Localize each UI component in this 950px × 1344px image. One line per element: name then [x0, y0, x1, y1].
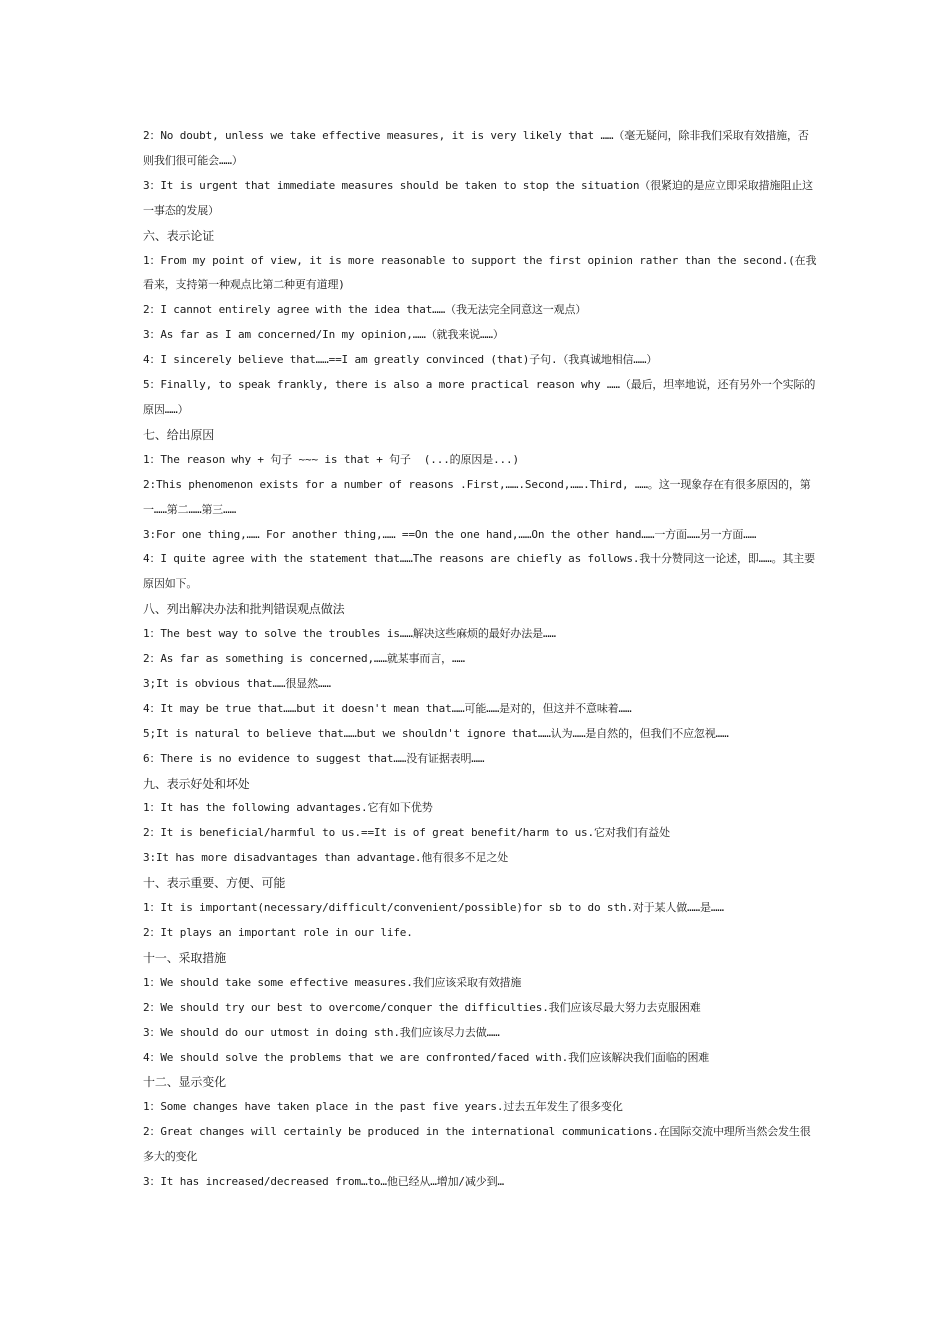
list-item: 2：No doubt, unless we take effective measures, it is very likely that ……（毫无疑问，除非我们采取有效措施，否则我们很可能会……） [143, 129, 809, 167]
list-item: 2：We should try our best to overcome/conquer the difficulties.我们应该尽最大努力去克服困难 [143, 1000, 701, 1014]
list-item: 4：I quite agree with the statement that……The reasons are chiefly as follows.我十分赞同这一论述，即……。其主要原因如下。 [143, 552, 815, 591]
list-item: 2:This phenomenon exists for a number of reasons .First,…….Second,…….Third, ……。这一现象存在有很多原因的，第一……第二……第三…… [143, 477, 811, 516]
list-item: 2：It is beneficial/harmful to us.==It is of great benefit/harm to us.它对我们有益处 [143, 826, 670, 840]
section-heading: 九、表示好处和坏处 [143, 776, 250, 791]
list-item: 1：It has the following advantages.它有如下优势 [143, 801, 433, 815]
list-item: 2：I cannot entirely agree with the idea that……（我无法完全同意这一观点） [143, 303, 587, 317]
list-item: 3：As far as I am concerned/In my opinion,……（就我来说……） [143, 328, 504, 342]
list-item: 3：It is urgent that immediate measures should be taken to stop the situation（很紧迫的是应立即采取措施阻止这一事态的发展） [143, 178, 813, 217]
list-item: 1：The best way to solve the troubles is……解决这些麻烦的最好办法是…… [143, 627, 556, 641]
document-page [143, 124, 818, 1195]
list-item: 4：It may be true that……but it doesn't mean that……可能……是对的，但这并不意味着…… [143, 701, 632, 715]
list-item: 3:It has more disadvantages than advantage.他有很多不足之处 [143, 851, 509, 865]
list-item: 3:For one thing,…… For another thing,…… ==On the one hand,……On the other hand……一方面……另一方面…… [143, 527, 757, 541]
list-item: 1：From my point of view, it is more reasonable to support the first opinion rather than the second.(在我看来，支持第一种观点比第二种更有道理) [143, 253, 817, 292]
list-item: 3;It is obvious that……很显然…… [143, 676, 331, 690]
section-heading: 六、表示论证 [143, 228, 215, 243]
list-item: 2：As far as something is concerned,……就某事而言，…… [143, 652, 465, 666]
section-heading: 十、表示重要、方便、可能 [143, 876, 286, 891]
list-item: 6：There is no evidence to suggest that……没有证据表明…… [143, 751, 485, 765]
list-item: 4：We should solve the problems that we are confronted/faced with.我们应该解决我们面临的困难 [143, 1050, 710, 1064]
list-item: 1：The reason why + 句子 ~~~ is that + 句子 (...的原因是...) [143, 452, 519, 466]
list-item: 3：We should do our utmost in doing sth.我们应该尽力去做…… [143, 1025, 500, 1039]
list-item: 1：Some changes have taken place in the past five years.过去五年发生了很多变化 [143, 1100, 623, 1114]
list-item: 5;It is natural to believe that……but we shouldn't ignore that……认为……是自然的，但我们不应忽视…… [143, 726, 729, 740]
list-item: 5：Finally, to speak frankly, there is also a more practical reason why ……（最后，坦率地说，还有另外一个实际的原因……） [143, 378, 816, 416]
section-heading: 八、列出解决办法和批判错误观点做法 [143, 602, 345, 617]
list-item: 3：It has increased/decreased from…to…他已经从…增加/减少到… [143, 1175, 504, 1189]
list-item: 1：It is important(necessary/difficult/convenient/possible)for sb to do sth.对于某人做……是…… [143, 901, 724, 915]
list-item: 2：Great changes will certainly be produced in the international communications.在国际交流中理所当然会发生很多大的变化 [143, 1125, 811, 1164]
list-item: 1：We should take some effective measures.我们应该采取有效措施 [143, 975, 522, 989]
section-heading: 十二、显示变化 [143, 1075, 226, 1090]
list-item: 4：I sincerely believe that……==I am greatly convinced (that)子句.（我真诚地相信……） [143, 353, 658, 367]
section-heading: 七、给出原因 [143, 427, 215, 442]
section-heading: 十一、采取措施 [143, 950, 226, 965]
list-item: 2：It plays an important role in our life. [143, 926, 413, 939]
